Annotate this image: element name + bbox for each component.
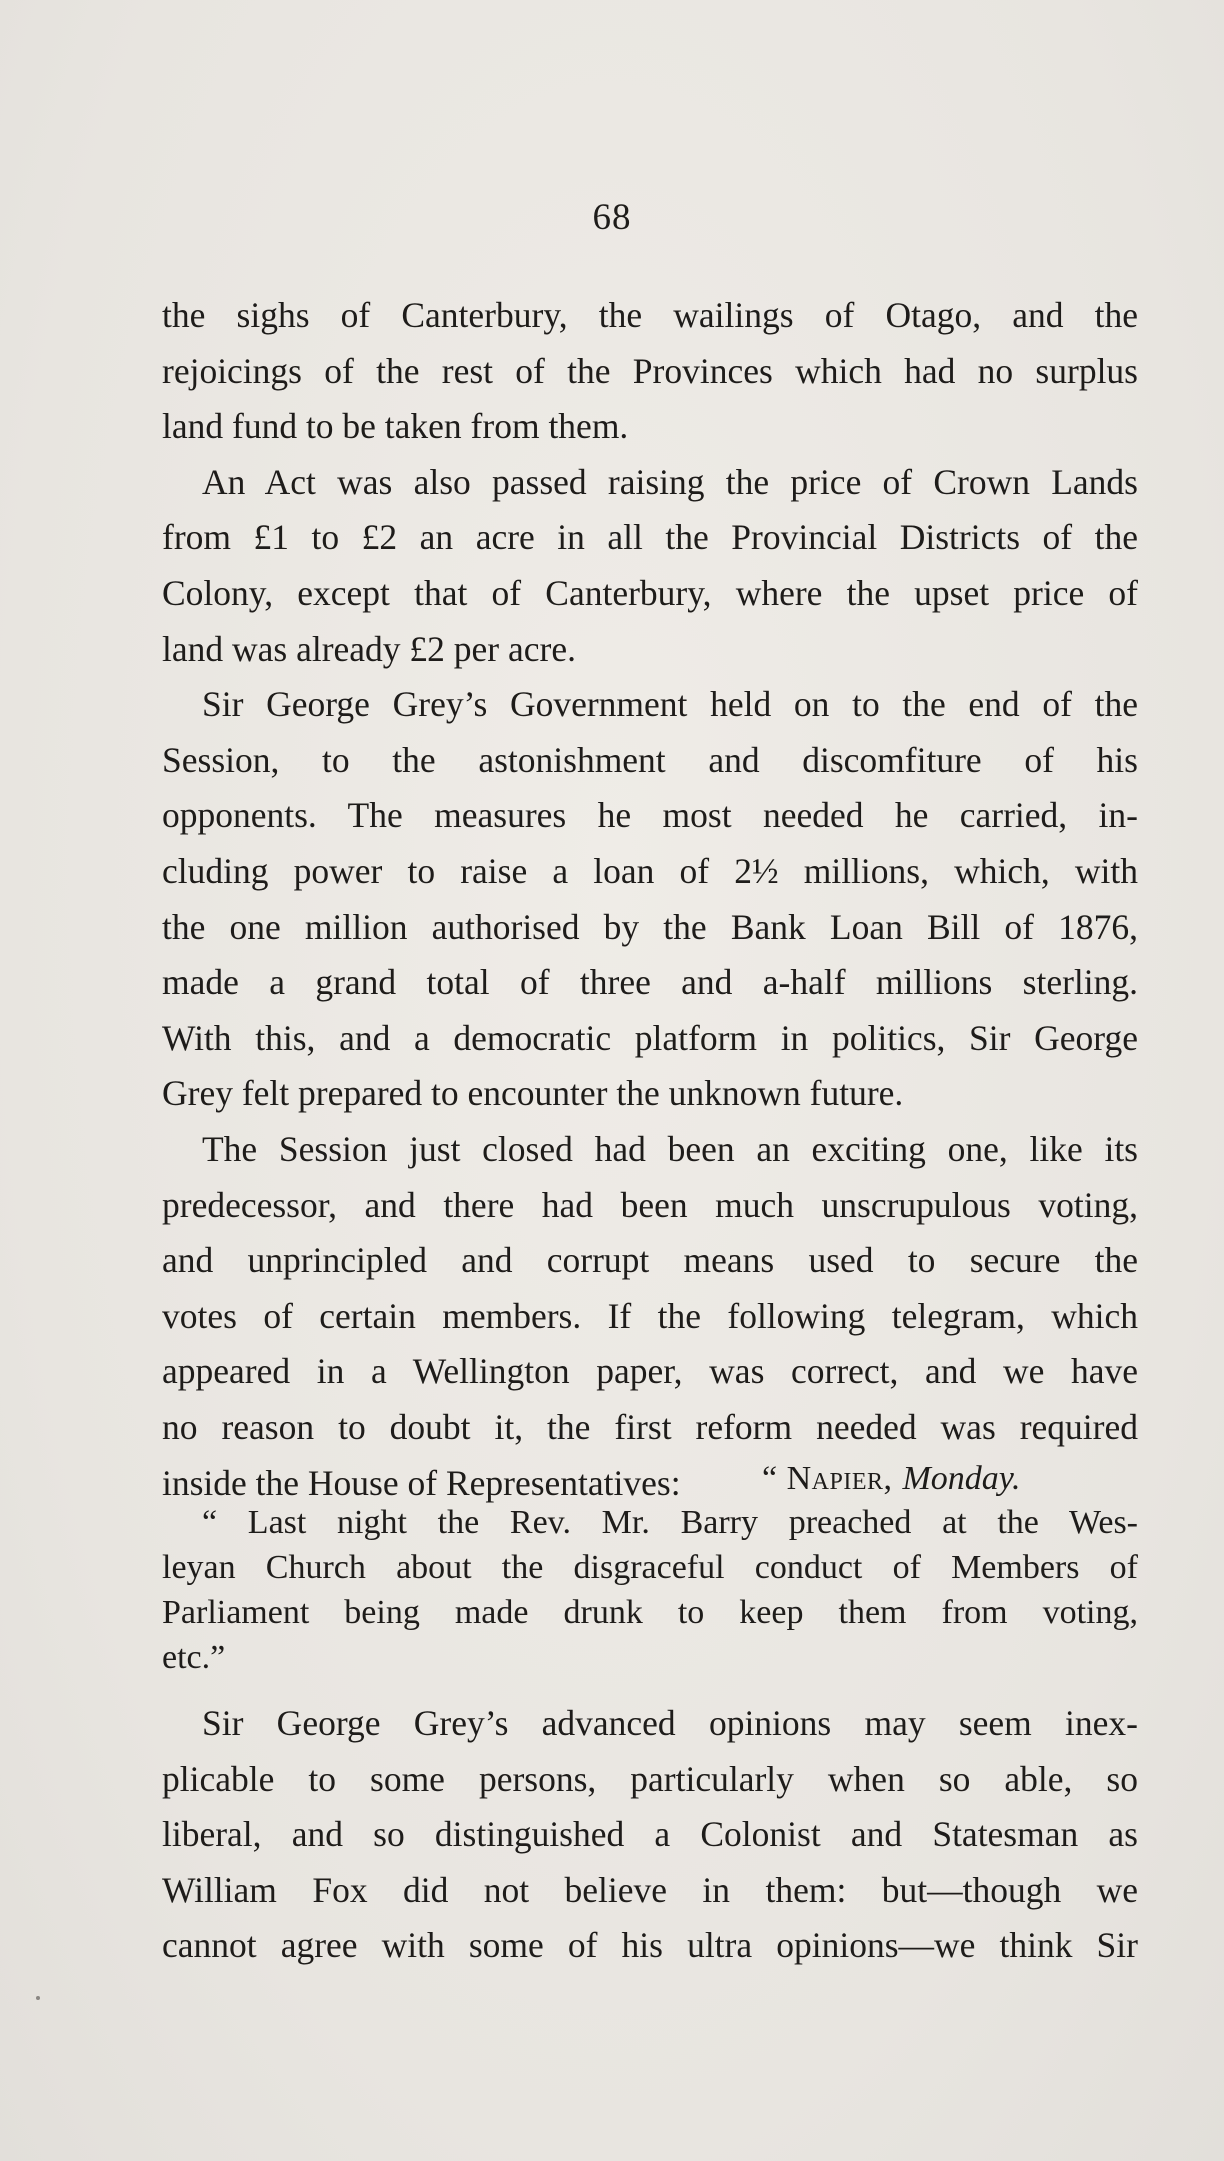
text-line: land was already £2 per acre. [162, 628, 576, 669]
text-line: votes of certain members. If the following telegram, which [162, 1295, 1138, 1336]
text-line: appeared in a Wellington paper, was correct, and we have [162, 1351, 1138, 1392]
text-line: Colony, except that of Canterbury, where the upset price of [162, 572, 1138, 613]
text-line: With this, and a democratic platform in politics, Sir George [162, 1017, 1138, 1058]
text-line: liberal, and so distinguished a Colonist and Statesman as [162, 1814, 1138, 1855]
telegram-day: Monday. [902, 1460, 1021, 1497]
telegram-place: “ Napier, [762, 1460, 893, 1497]
text-line: predecessor, and there had been much unscrupulous voting, [162, 1184, 1138, 1225]
text-line: William Fox did not believe in them: but—though we [162, 1869, 1138, 1910]
page-number: 68 [592, 197, 632, 238]
telegram-quote [162, 1500, 1138, 1680]
page-speck [36, 1996, 40, 2000]
paragraph-5 [162, 1696, 1138, 1974]
text-line: made a grand total of three and a-half millions sterling. [162, 962, 1138, 1003]
text-line: Session, to the astonishment and discomfiture of his [162, 739, 1138, 780]
text-line: from £1 to £2 an acre in all the Provincial Districts of the [162, 517, 1138, 558]
text-line: rejoicings of the rest of the Provinces which had no surplus [162, 350, 1138, 391]
text-line: An Act was also passed raising the price of Crown Lands [202, 461, 1138, 502]
paragraph-4 [162, 1122, 1138, 1511]
text-line: inside the House of Representatives: [162, 1462, 681, 1503]
text-line: cannot agree with some of his ultra opinions—we think Sir [162, 1925, 1138, 1966]
text-line: cluding power to raise a loan of 2½ millions, which, with [162, 850, 1138, 891]
paragraph-1 [162, 288, 1138, 455]
text-line: The Session just closed had been an exciting one, like its [202, 1129, 1138, 1169]
text-line: Sir George Grey’s Government held on to the end of the [202, 684, 1138, 725]
text-line: the one million authorised by the Bank Loan Bill of 1876, [162, 906, 1138, 947]
paragraph-3 [162, 677, 1138, 1122]
text-line: no reason to doubt it, the first reform needed was required [162, 1406, 1138, 1447]
paragraph-2 [162, 455, 1138, 677]
text-line: Grey felt prepared to encounter the unknown future. [162, 1073, 904, 1114]
text-line: opponents. The measures he most needed he carried, in- [162, 795, 1138, 836]
text-line: land fund to be taken from them. [162, 406, 629, 447]
text-line: the sighs of Canterbury, the wailings of Otago, and the [162, 295, 1138, 335]
telegram-signature [762, 1460, 1021, 1498]
text-line: plicable to some persons, particularly when so able, so [162, 1758, 1138, 1799]
quote-line: “ Last night the Rev. Mr. Barry preached at the Wes- [202, 1504, 1138, 1541]
text-line: Sir George Grey’s advanced opinions may seem inex- [202, 1703, 1138, 1743]
text-line: and unprincipled and corrupt means used to secure the [162, 1240, 1138, 1281]
quote-line: Parliament being made drunk to keep them from voting, [162, 1594, 1138, 1631]
quote-line: leyan Church about the disgraceful conduct of Members of [162, 1549, 1138, 1586]
quote-line: etc.” [162, 1639, 226, 1676]
